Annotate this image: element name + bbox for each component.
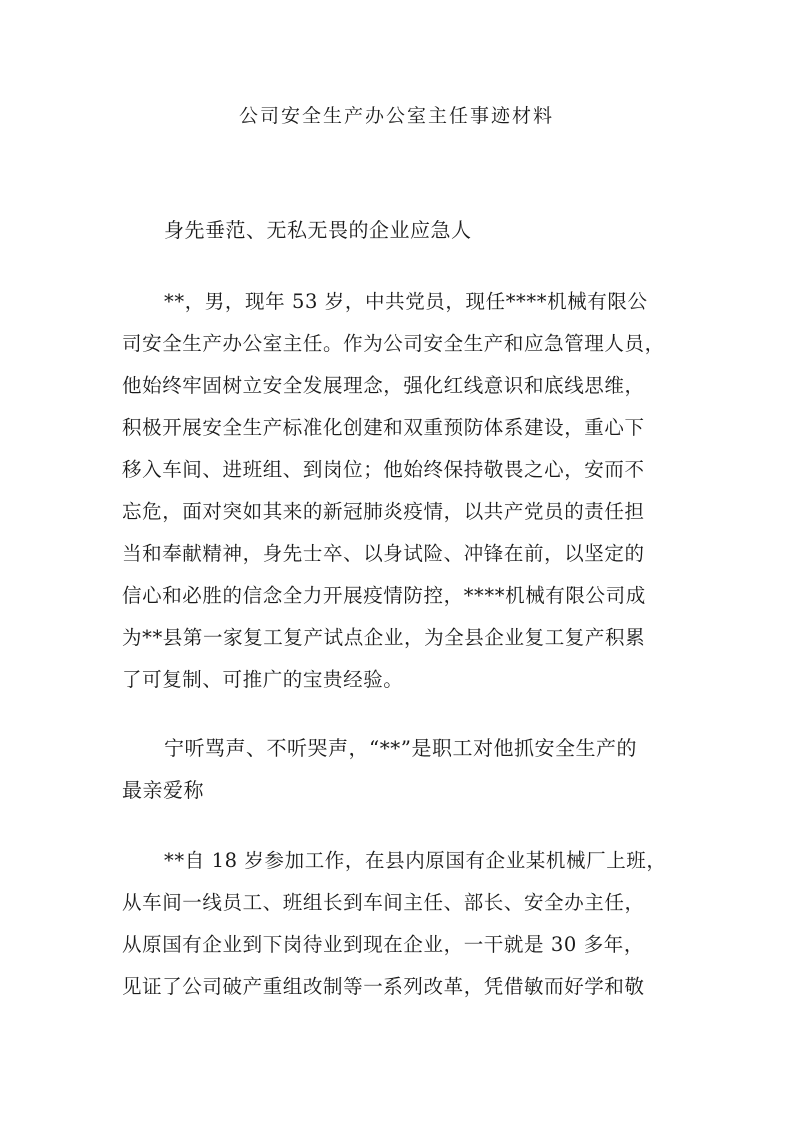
paragraph-line: 移入车间、进班组、到岗位；他始终保持敬畏之心，安而不 bbox=[122, 458, 645, 481]
section-1-paragraph bbox=[122, 281, 665, 701]
section-1-heading bbox=[122, 209, 472, 251]
section-2-heading bbox=[122, 727, 637, 811]
paragraph-line: 从原国有企业到下岗待业到现在企业，一干就是 30 多年， bbox=[122, 933, 645, 956]
paragraph-line: 信心和必胜的信念全力开展疫情防控，****机械有限公司成 bbox=[122, 584, 646, 607]
paragraph-line: 见证了公司破产重组改制等一系列改革，凭借敏而好学和敬 bbox=[122, 975, 645, 998]
paragraph-line: 他始终牢固树立安全发展理念，强化红线意识和底线思维， bbox=[122, 374, 645, 397]
paragraph-line: **自 18 岁参加工作，在县内原国有企业某机械厂上班， bbox=[164, 849, 667, 872]
section-2-paragraph bbox=[122, 840, 667, 1008]
paragraph-line: 了可复制、可推广的宝贵经验。 bbox=[122, 668, 404, 691]
paragraph-line: **，男，现年 53 岁，中共党员，现任****机械有限公 bbox=[164, 290, 648, 313]
paragraph-line: 当和奉献精神，身先士卒、以身试险、冲锋在前，以坚定的 bbox=[122, 542, 645, 565]
paragraph-line: 司安全生产办公室主任。作为公司安全生产和应急管理人员， bbox=[122, 332, 665, 355]
paragraph-line: 忘危，面对突如其来的新冠肺炎疫情，以共产党员的责任担 bbox=[122, 500, 645, 523]
paragraph-line: 为**县第一家复工复产试点企业，为全县企业复工复产积累 bbox=[122, 626, 646, 649]
section-2-heading-line: 宁听骂声、不听哭声，“**”是职工对他抓安全生产的 bbox=[164, 736, 637, 760]
paragraph-line: 从车间一线员工、班组长到车间主任、部长、安全办主任， bbox=[122, 891, 645, 914]
section-2-heading-line: 最亲爱称 bbox=[122, 778, 204, 802]
section-1-heading-line: 身先垂范、无私无畏的企业应急人 bbox=[164, 218, 472, 242]
paragraph-line: 积极开展安全生产标准化创建和双重预防体系建设，重心下 bbox=[122, 416, 645, 439]
document-title: 公司安全生产办公室主任事迹材料 bbox=[238, 105, 554, 127]
